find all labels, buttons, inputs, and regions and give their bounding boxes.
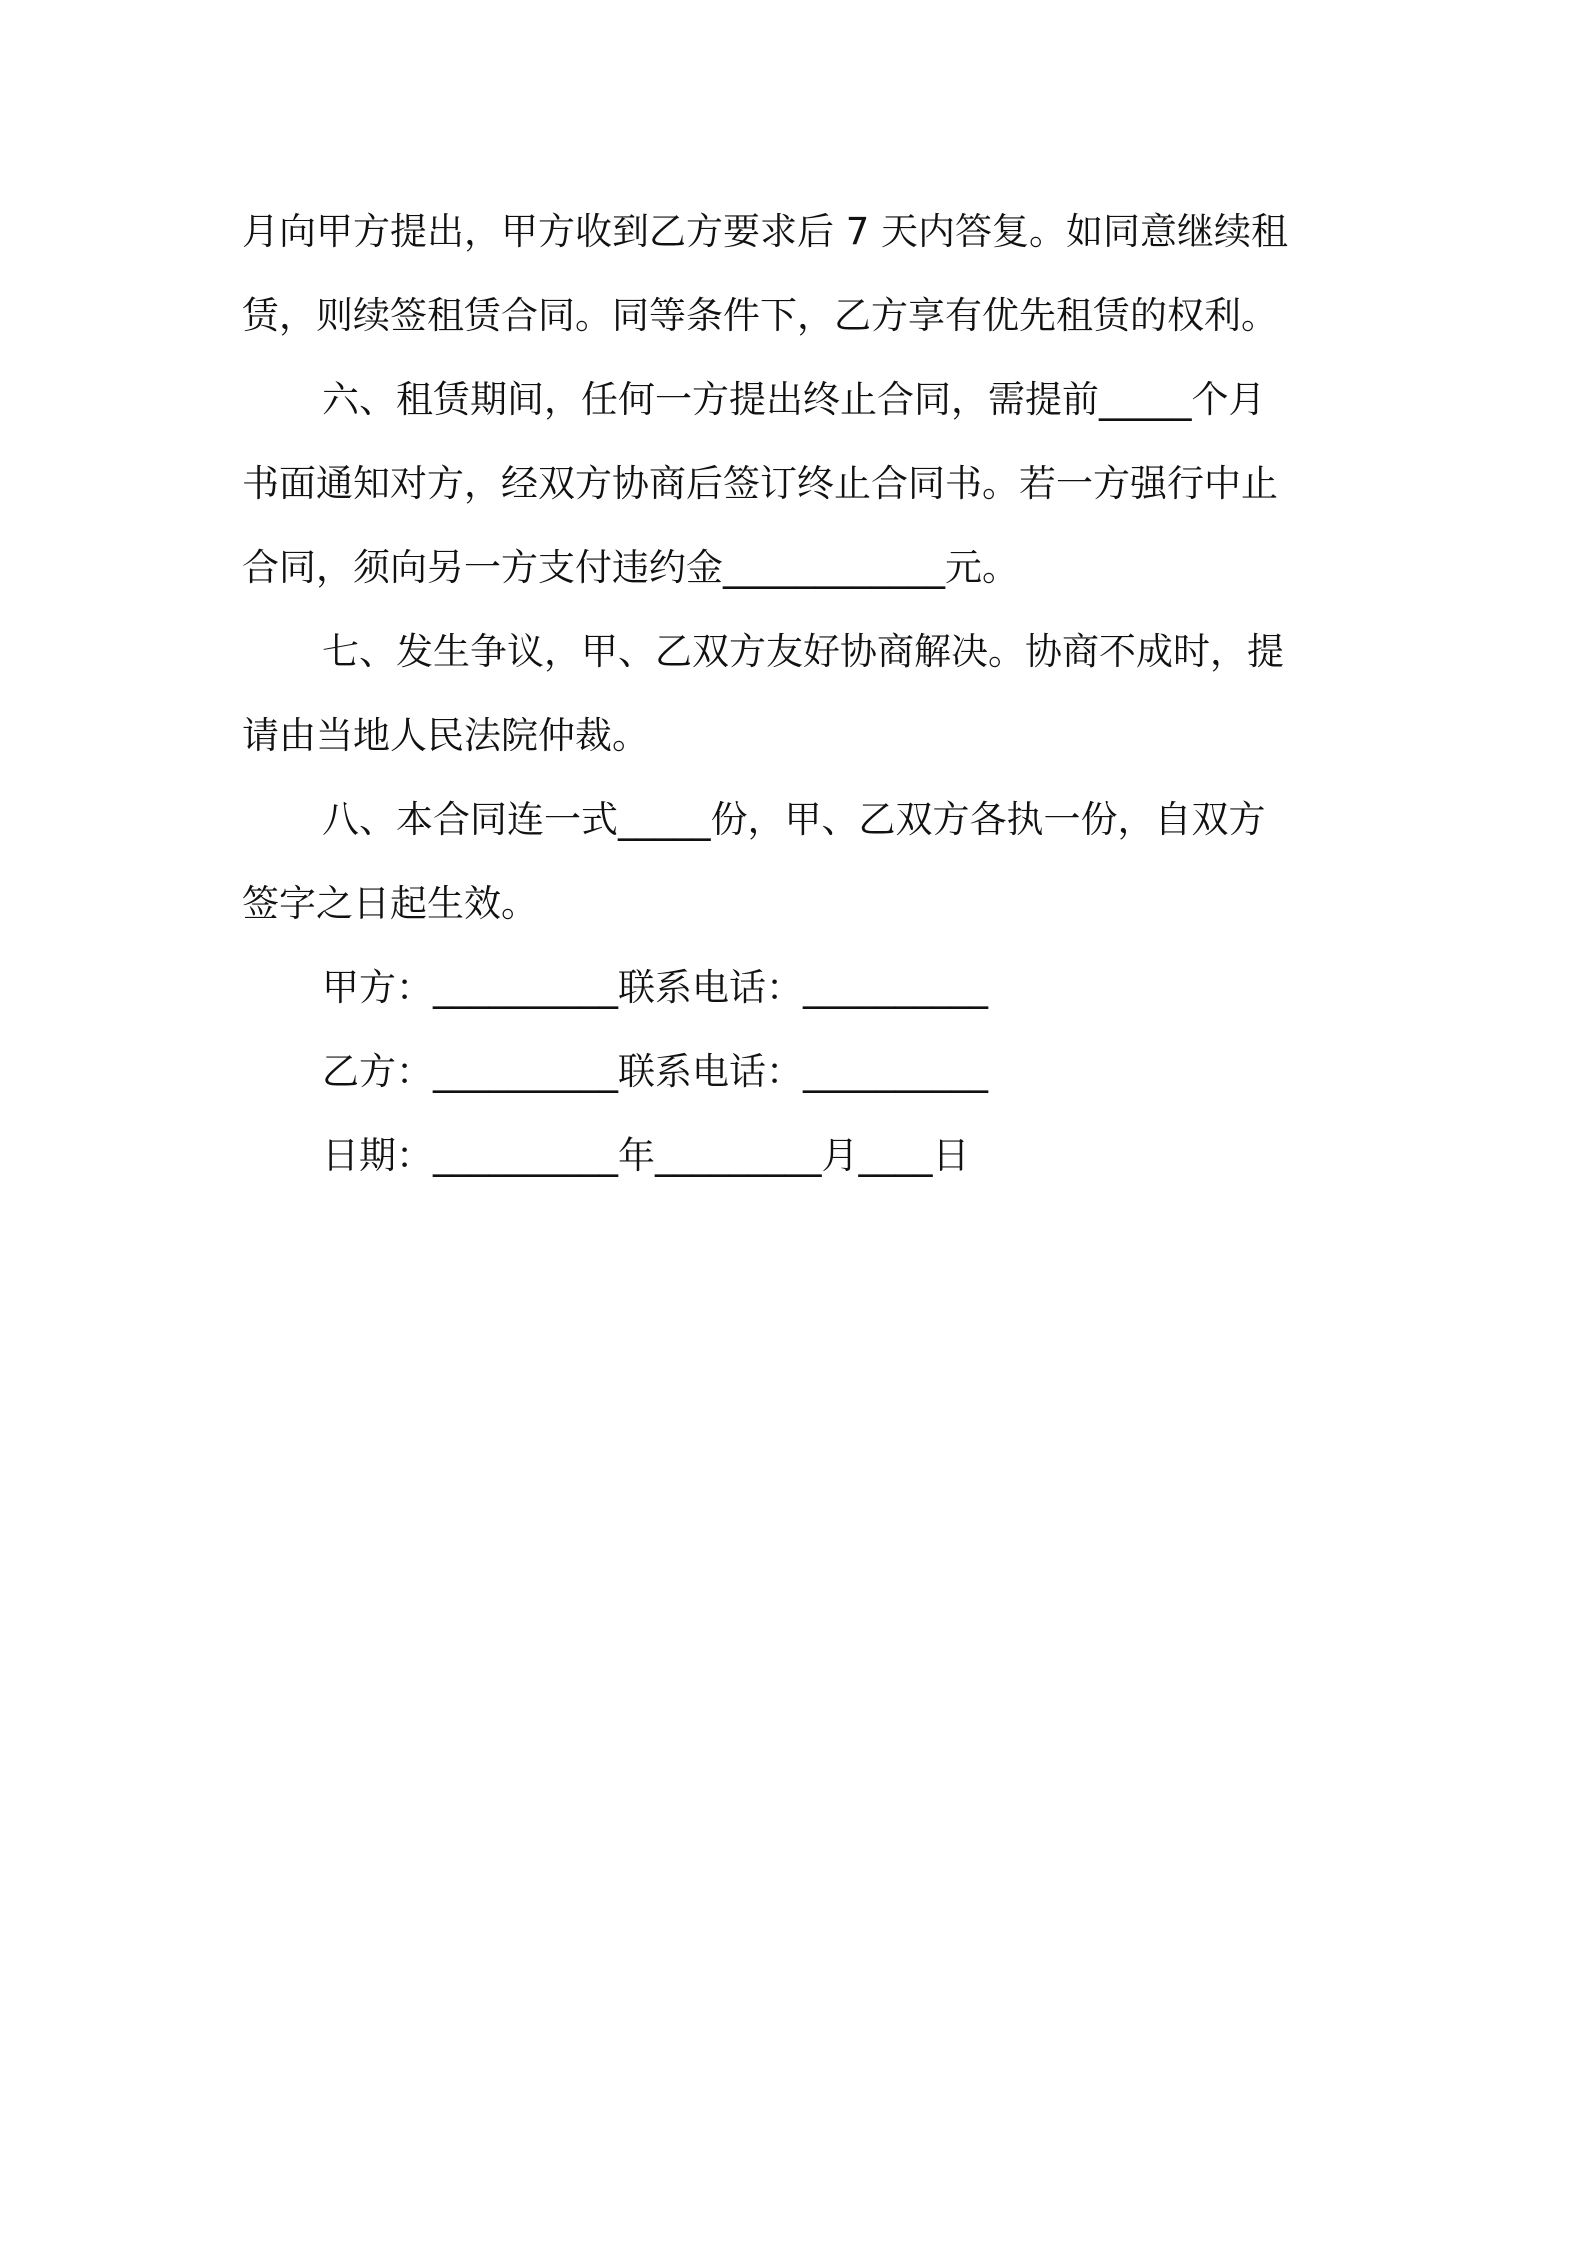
contract-body — [242, 190, 1352, 1198]
contract-line: 签字之日起生效。 — [242, 882, 538, 925]
contract-line: 请由当地人民法院仲裁。 — [242, 714, 649, 757]
contract-line: 书面通知对方，经双方协商后签订终止合同书。若一方强行中止 — [242, 462, 1278, 505]
date-line: 日期：__________年_________月____日 — [322, 1134, 970, 1177]
party-a-signature-line: 甲方：__________联系电话：__________ — [322, 966, 988, 1009]
contract-line: 赁，则续签租赁合同。同等条件下，乙方享有优先租赁的权利。 — [242, 294, 1278, 337]
contract-line: 合同，须向另一方支付违约金____________元。 — [242, 546, 1019, 589]
party-b-signature-line: 乙方：__________联系电话：__________ — [322, 1050, 988, 1093]
clause-six-line: 六、租赁期间，任何一方提出终止合同，需提前_____个月 — [322, 378, 1266, 421]
contract-line: 月向甲方提出，甲方收到乙方要求后 7 天内答复。如同意继续租 — [242, 210, 1289, 253]
clause-seven-line: 七、发生争议，甲、乙双方友好协商解决。协商不成时，提 — [322, 630, 1284, 673]
clause-eight-line: 八、本合同连一式_____份，甲、乙双方各执一份，自双方 — [322, 798, 1266, 841]
